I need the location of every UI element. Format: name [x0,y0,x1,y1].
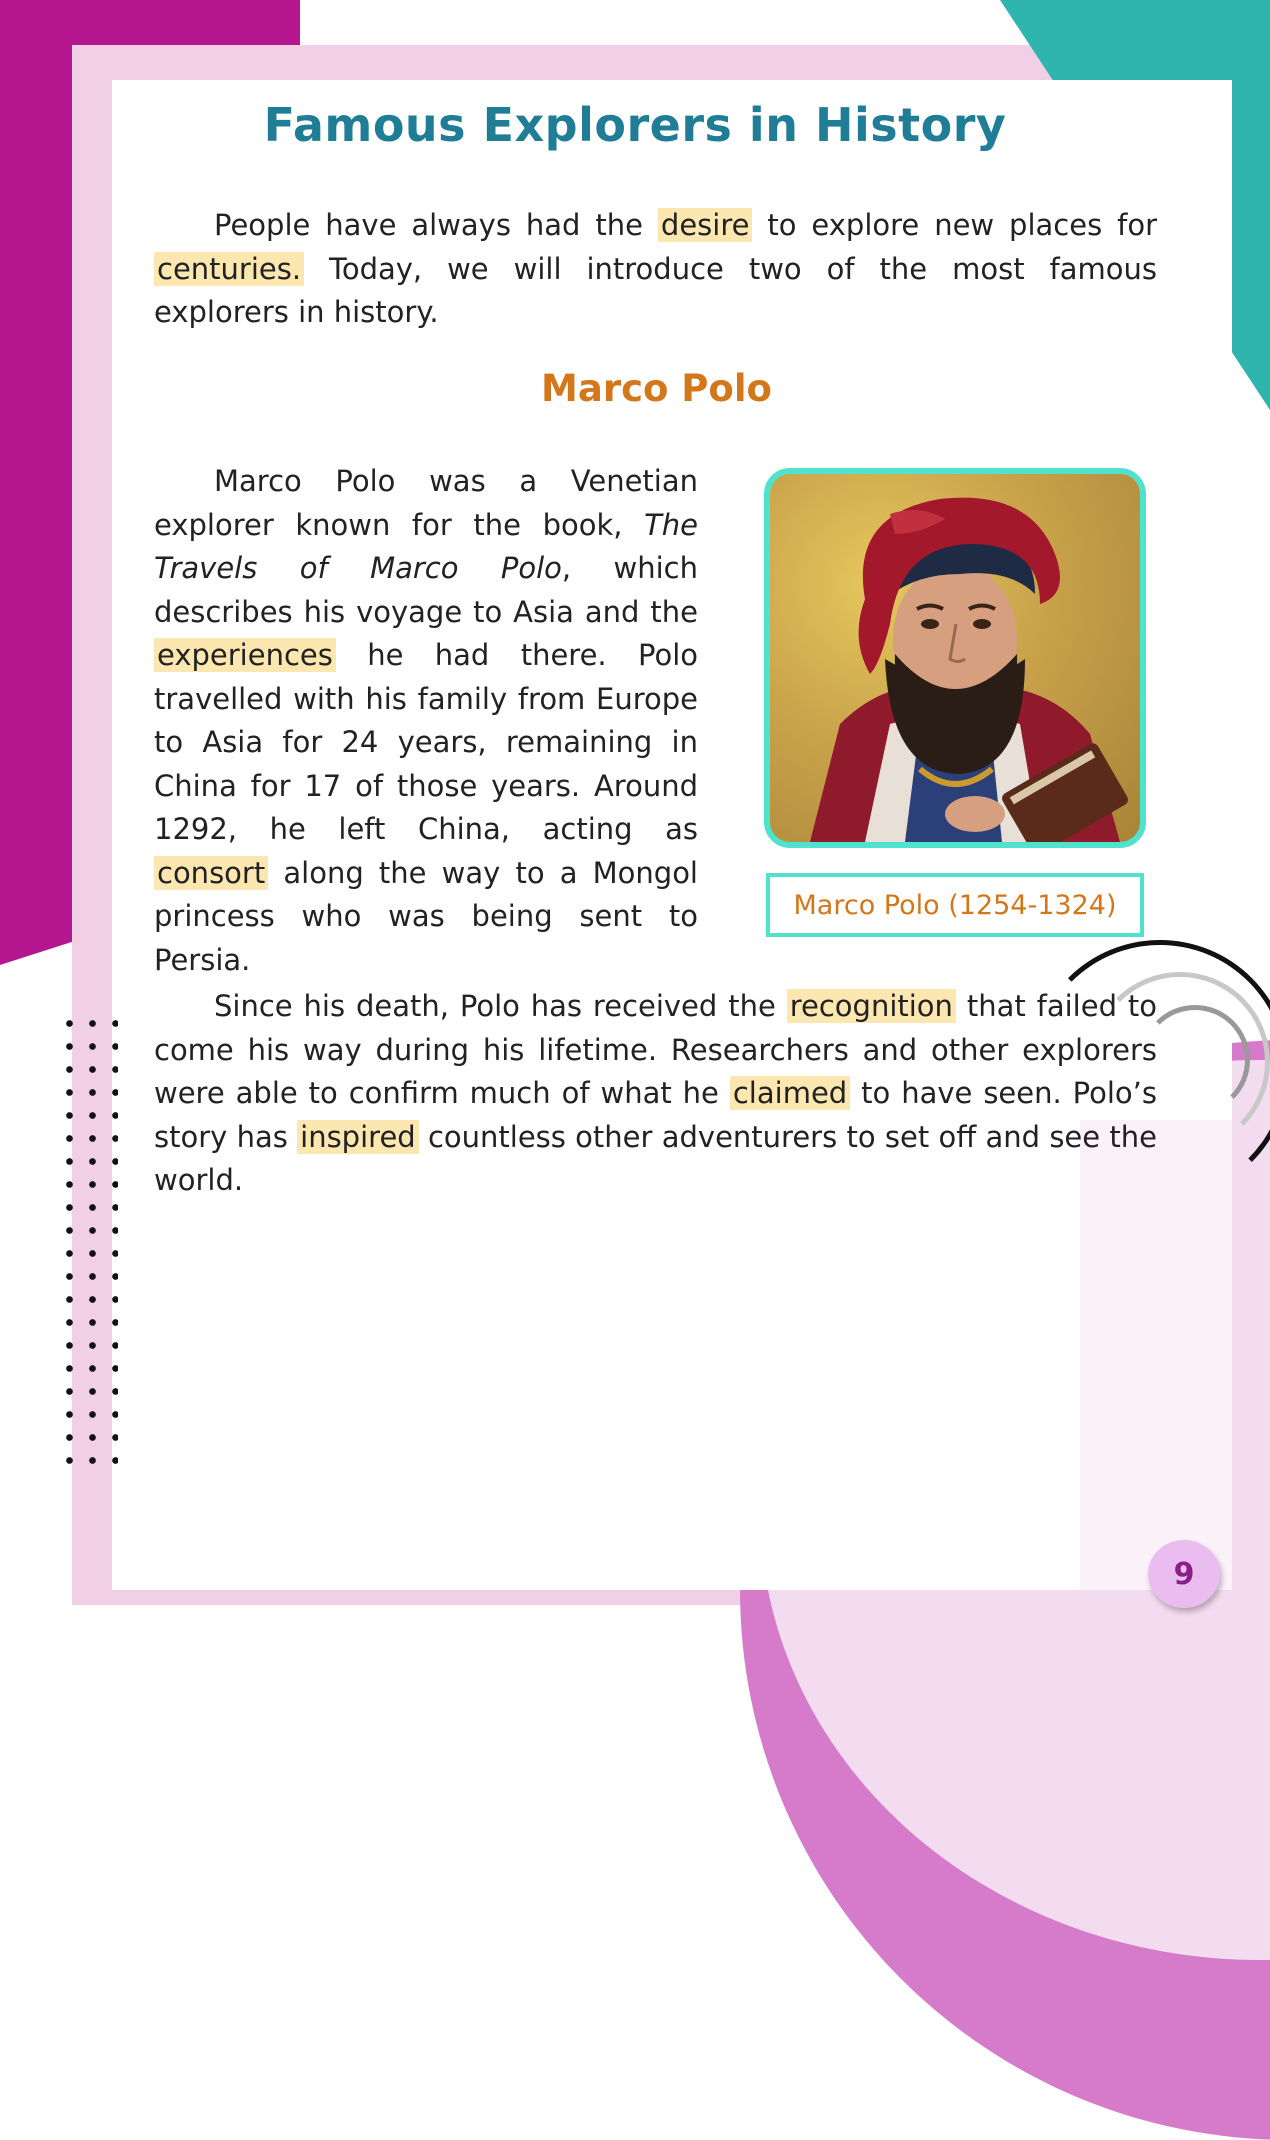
bio-paragraph [154,460,698,982]
page-title: Famous Explorers in History [263,98,1007,152]
legacy-text-2: that failed to come his way during his lifetime. Researchers and other explorers were able to confirm much of what he [154,989,1157,1110]
highlight-centuries: centuries. [154,252,304,286]
book-title: The Travels of Marco Polo [154,507,698,585]
highlight-experiences: experiences [154,638,336,672]
legacy-text-3: to have seen. Polo’s story has [154,1076,1157,1154]
page-number-badge: 9 [1148,1540,1220,1608]
dot-grid-decoration [58,1012,118,1472]
highlight-inspired: inspired [297,1120,419,1154]
intro-paragraph [154,204,1157,335]
highlight-recognition: recognition [787,989,956,1023]
highlight-consort: consort [154,856,268,890]
highlight-desire: desire [658,208,753,242]
bio-text-3: he had there. Polo travelled with his family from Europe to Asia for 24 years, remaining in China for 17 of those years. Around 1292, he left China, acting as [154,638,698,846]
marco-polo-portrait [764,468,1146,848]
portrait-caption: Marco Polo (1254-1324) [766,873,1144,937]
legacy-text-1: Since his death, Polo has received the [214,989,787,1023]
legacy-text-4: countless other adventurers to set off and see the world. [154,1119,1157,1197]
bio-text-1: Marco Polo was a Venetian explorer known for the book, [154,464,698,542]
bio-text-4: along the way to a Mongol princess who was being sent to Persia. [154,855,698,977]
intro-text-2: to explore new places for [752,208,1157,242]
intro-text-1: People have always had the [214,208,658,242]
portrait-illustration [770,474,1140,842]
highlight-claimed: claimed [730,1076,850,1110]
intro-text-3: Today, we will introduce two of the most famous explorers in history. [154,251,1157,329]
section-heading: Marco Polo [541,367,772,410]
bio-text-2: , which describes his voyage to Asia and the [154,551,698,629]
legacy-paragraph [154,985,1157,1203]
